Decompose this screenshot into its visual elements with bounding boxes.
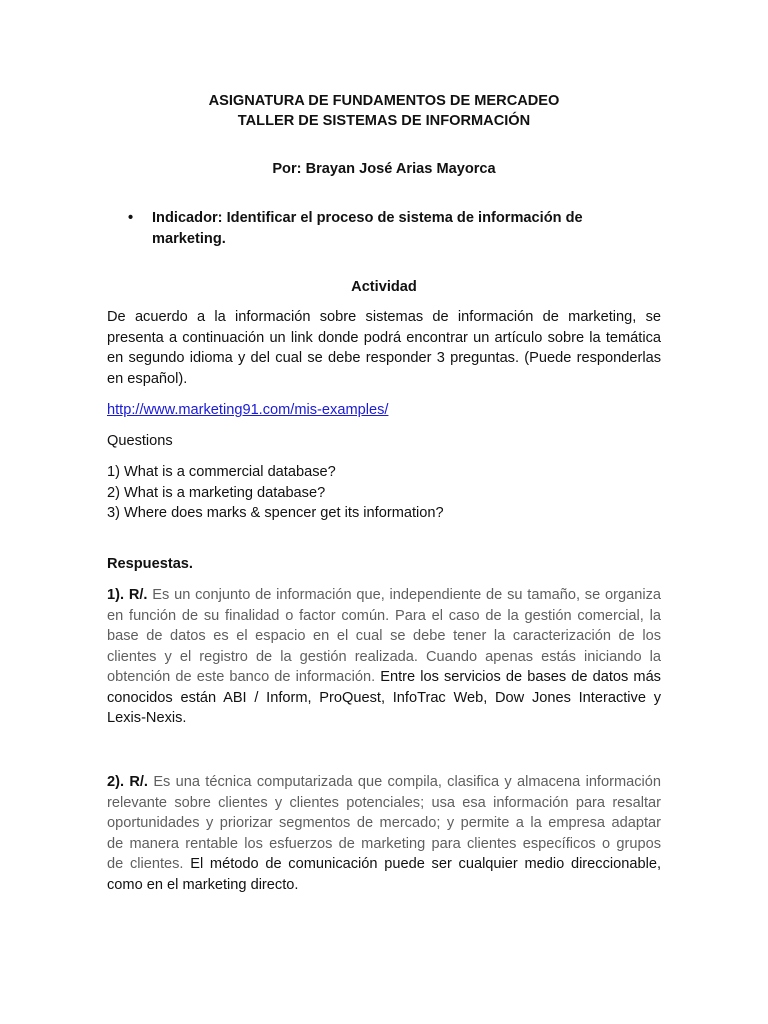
answer-1-text-gray: obtención de este banco de información.	[107, 669, 376, 685]
answer-2-line: de manera rentable los esfuerzos de marketing para clientes específicos o grupos	[107, 836, 661, 852]
indicator-line-2: marketing.	[152, 231, 226, 247]
answer-1-label: 1). R/.	[107, 587, 148, 603]
answer-1-line: en función de su finalidad o factor común. Para el caso de la gestión comercial, la	[107, 608, 661, 624]
answer-1-line: clientes y el registro de la gestión realizada. Cuando apenas estás iniciando la	[107, 649, 661, 665]
question-item: 3) Where does marks & spencer get its information?	[107, 505, 444, 521]
questions-heading: Questions	[107, 433, 173, 449]
indicator-line-1: Indicador: Identificar el proceso de sistema de información de	[152, 210, 583, 226]
answers-heading: Respuestas.	[107, 556, 193, 572]
answer-1-text-dark: Entre los servicios de bases de datos más	[380, 669, 661, 685]
activity-text-line: De acuerdo a la información sobre sistemas de información de marketing, se	[107, 309, 661, 325]
answer-1-line	[107, 585, 661, 606]
answer-2-line: como en el marketing directo.	[107, 877, 299, 893]
doc-title: ASIGNATURA DE FUNDAMENTOS DE MERCADEO	[208, 93, 560, 109]
activity-text-line: presenta a continuación un link donde podrá encontrar un artículo sobre la temática	[107, 330, 661, 346]
activity-text-line: en español).	[107, 371, 188, 387]
answer-1-line: conocidos están ABI / Inform, ProQuest, InfoTrac Web, Dow Jones Interactive y	[107, 690, 661, 706]
activity-heading: Actividad	[351, 279, 417, 295]
author: Por: Brayan José Arias Mayorca	[272, 161, 496, 177]
bullet-icon: •	[128, 210, 134, 226]
answer-2-line: relevante sobre clientes y clientes potenciales; usa esa información para resaltar	[107, 795, 661, 811]
answer-2-line	[107, 772, 661, 793]
question-item: 2) What is a marketing database?	[107, 485, 326, 501]
answer-1-line: base de datos es el espacio en el cual se debe tener la caracterización de los	[107, 628, 661, 644]
activity-text-line: en segundo idioma y del cual se debe responder 3 preguntas. (Puede responderlas	[107, 350, 661, 366]
answer-2-text-dark: El método de comunicación puede ser cualquier medio direccionable,	[190, 856, 661, 872]
question-item: 1) What is a commercial database?	[107, 464, 336, 480]
doc-subtitle: TALLER DE SISTEMAS DE INFORMACIÓN	[237, 113, 531, 129]
answer-1-line	[107, 667, 661, 688]
answer-2-label: 2). R/.	[107, 774, 148, 790]
answer-2-text-gray: de clientes.	[107, 856, 184, 872]
answer-2-text: Es una técnica computarizada que compila, clasifica y almacena información	[153, 774, 662, 790]
article-link[interactable]: http://www.marketing91.com/mis-examples/	[107, 402, 389, 418]
answer-1-text: Es un conjunto de información que, independiente de su tamaño, se organiza	[152, 587, 661, 603]
answer-1-line: Lexis-Nexis.	[107, 710, 187, 726]
answer-2-line: oportunidades y priorizar segmentos de mercado; y permite a la empresa adaptar	[107, 815, 661, 831]
article-link-row	[107, 400, 661, 421]
answer-2-line	[107, 854, 661, 875]
